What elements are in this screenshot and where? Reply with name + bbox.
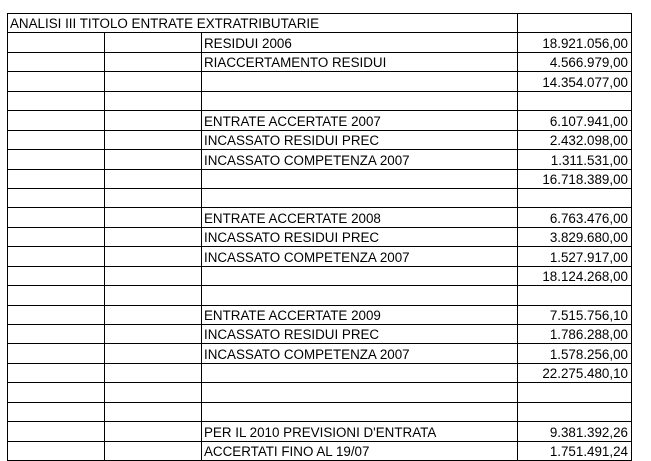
empty-cell-b[interactable] — [105, 72, 202, 91]
row-value-cell[interactable] — [518, 91, 632, 110]
row-label-cell[interactable]: INCASSATO RESIDUI PREC — [202, 325, 518, 344]
table-row — [8, 325, 632, 344]
row-value-cell[interactable] — [518, 188, 632, 207]
spreadsheet-body — [8, 14, 632, 461]
empty-cell-a[interactable] — [8, 422, 105, 441]
empty-cell-b[interactable] — [105, 208, 202, 227]
row-value-cell[interactable]: 1.527.917,00 — [518, 247, 632, 266]
empty-cell-b[interactable] — [105, 91, 202, 110]
row-label-cell[interactable]: INCASSATO COMPETENZA 2007 — [202, 150, 518, 169]
table-row — [8, 383, 632, 402]
row-value-cell[interactable]: 2.432.098,00 — [518, 130, 632, 149]
row-label-cell[interactable]: ENTRATE ACCERTATE 2008 — [202, 208, 518, 227]
table-row — [8, 150, 632, 169]
empty-cell-b[interactable] — [105, 422, 202, 441]
row-value-cell[interactable]: 1.751.491,24 — [518, 441, 632, 460]
empty-cell-a[interactable] — [8, 52, 105, 71]
row-value-cell[interactable]: 3.829.680,00 — [518, 227, 632, 246]
row-label-cell[interactable] — [202, 363, 518, 382]
empty-cell-b[interactable] — [105, 111, 202, 130]
row-label-cell[interactable] — [202, 266, 518, 285]
row-value-cell[interactable] — [518, 286, 632, 305]
empty-cell-a[interactable] — [8, 363, 105, 382]
row-label-cell[interactable]: INCASSATO COMPETENZA 2007 — [202, 247, 518, 266]
row-label-cell[interactable]: RESIDUI 2006 — [202, 33, 518, 52]
title-value-cell[interactable] — [518, 14, 632, 33]
table-row — [8, 286, 632, 305]
row-value-cell[interactable] — [518, 383, 632, 402]
empty-cell-a[interactable] — [8, 344, 105, 363]
empty-cell-b[interactable] — [105, 188, 202, 207]
row-label-cell[interactable] — [202, 169, 518, 188]
row-label-cell[interactable] — [202, 286, 518, 305]
empty-cell-a[interactable] — [8, 247, 105, 266]
empty-cell-b[interactable] — [105, 130, 202, 149]
empty-cell-b[interactable] — [105, 383, 202, 402]
row-value-cell[interactable]: 6.107.941,00 — [518, 111, 632, 130]
empty-cell-b[interactable] — [105, 325, 202, 344]
empty-cell-a[interactable] — [8, 188, 105, 207]
row-value-cell[interactable]: 18.921.056,00 — [518, 33, 632, 52]
row-label-cell[interactable] — [202, 91, 518, 110]
row-label-cell[interactable] — [202, 72, 518, 91]
table-row — [8, 247, 632, 266]
empty-cell-a[interactable] — [8, 305, 105, 324]
empty-cell-b[interactable] — [105, 305, 202, 324]
table-row — [8, 188, 632, 207]
empty-cell-a[interactable] — [8, 91, 105, 110]
empty-cell-b[interactable] — [105, 52, 202, 71]
empty-cell-a[interactable] — [8, 33, 105, 52]
empty-cell-a[interactable] — [8, 325, 105, 344]
sheet-title[interactable]: ANALISI III TITOLO ENTRATE EXTRATRIBUTARIE — [8, 14, 518, 33]
row-label-cell[interactable]: PER IL 2010 PREVISIONI D'ENTRATA — [202, 422, 518, 441]
row-value-cell[interactable]: 4.566.979,00 — [518, 52, 632, 71]
row-value-cell[interactable]: 7.515.756,10 — [518, 305, 632, 324]
row-value-cell[interactable]: 9.381.392,26 — [518, 422, 632, 441]
empty-cell-b[interactable] — [105, 441, 202, 460]
empty-cell-a[interactable] — [8, 383, 105, 402]
row-value-cell[interactable]: 22.275.480,10 — [518, 363, 632, 382]
row-value-cell[interactable]: 6.763.476,00 — [518, 208, 632, 227]
table-row — [8, 266, 632, 285]
table-row — [8, 305, 632, 324]
empty-cell-a[interactable] — [8, 111, 105, 130]
empty-cell-b[interactable] — [105, 169, 202, 188]
empty-cell-a[interactable] — [8, 286, 105, 305]
row-label-cell[interactable]: ENTRATE ACCERTATE 2009 — [202, 305, 518, 324]
table-row — [8, 111, 632, 130]
empty-cell-b[interactable] — [105, 247, 202, 266]
row-label-cell[interactable] — [202, 402, 518, 421]
table-row — [8, 344, 632, 363]
table-row — [8, 72, 632, 91]
empty-cell-b[interactable] — [105, 266, 202, 285]
spreadsheet-table — [7, 13, 632, 461]
row-label-cell[interactable]: ENTRATE ACCERTATE 2007 — [202, 111, 518, 130]
empty-cell-a[interactable] — [8, 130, 105, 149]
title-row — [8, 14, 632, 33]
row-value-cell[interactable]: 14.354.077,00 — [518, 72, 632, 91]
empty-cell-b[interactable] — [105, 402, 202, 421]
table-row — [8, 227, 632, 246]
row-label-cell[interactable]: INCASSATO COMPETENZA 2007 — [202, 344, 518, 363]
empty-cell-b[interactable] — [105, 33, 202, 52]
empty-cell-b[interactable] — [105, 363, 202, 382]
empty-cell-a[interactable] — [8, 150, 105, 169]
table-row — [8, 91, 632, 110]
table-row — [8, 422, 632, 441]
empty-cell-a[interactable] — [8, 169, 105, 188]
row-label-cell[interactable] — [202, 383, 518, 402]
row-value-cell[interactable] — [518, 402, 632, 421]
empty-cell-a[interactable] — [8, 266, 105, 285]
empty-cell-a[interactable] — [8, 441, 105, 460]
table-row — [8, 52, 632, 71]
table-row — [8, 441, 632, 460]
row-label-cell[interactable]: ACCERTATI FINO AL 19/07 — [202, 441, 518, 460]
table-row — [8, 169, 632, 188]
table-row — [8, 130, 632, 149]
empty-cell-b[interactable] — [105, 227, 202, 246]
row-label-cell[interactable] — [202, 188, 518, 207]
row-label-cell[interactable]: RIACCERTAMENTO RESIDUI — [202, 52, 518, 71]
empty-cell-b[interactable] — [105, 344, 202, 363]
empty-cell-a[interactable] — [8, 208, 105, 227]
row-label-cell[interactable]: INCASSATO RESIDUI PREC — [202, 130, 518, 149]
empty-cell-b[interactable] — [105, 286, 202, 305]
row-value-cell[interactable]: 18.124.268,00 — [518, 266, 632, 285]
empty-cell-a[interactable] — [8, 72, 105, 91]
empty-cell-a[interactable] — [8, 227, 105, 246]
table-row — [8, 402, 632, 421]
table-row — [8, 208, 632, 227]
empty-cell-a[interactable] — [8, 402, 105, 421]
table-row — [8, 363, 632, 382]
row-value-cell[interactable]: 1.311.531,00 — [518, 150, 632, 169]
table-row — [8, 33, 632, 52]
row-value-cell[interactable]: 1.786.288,00 — [518, 325, 632, 344]
row-value-cell[interactable]: 16.718.389,00 — [518, 169, 632, 188]
row-label-cell[interactable]: INCASSATO RESIDUI PREC — [202, 227, 518, 246]
empty-cell-b[interactable] — [105, 150, 202, 169]
row-value-cell[interactable]: 1.578.256,00 — [518, 344, 632, 363]
